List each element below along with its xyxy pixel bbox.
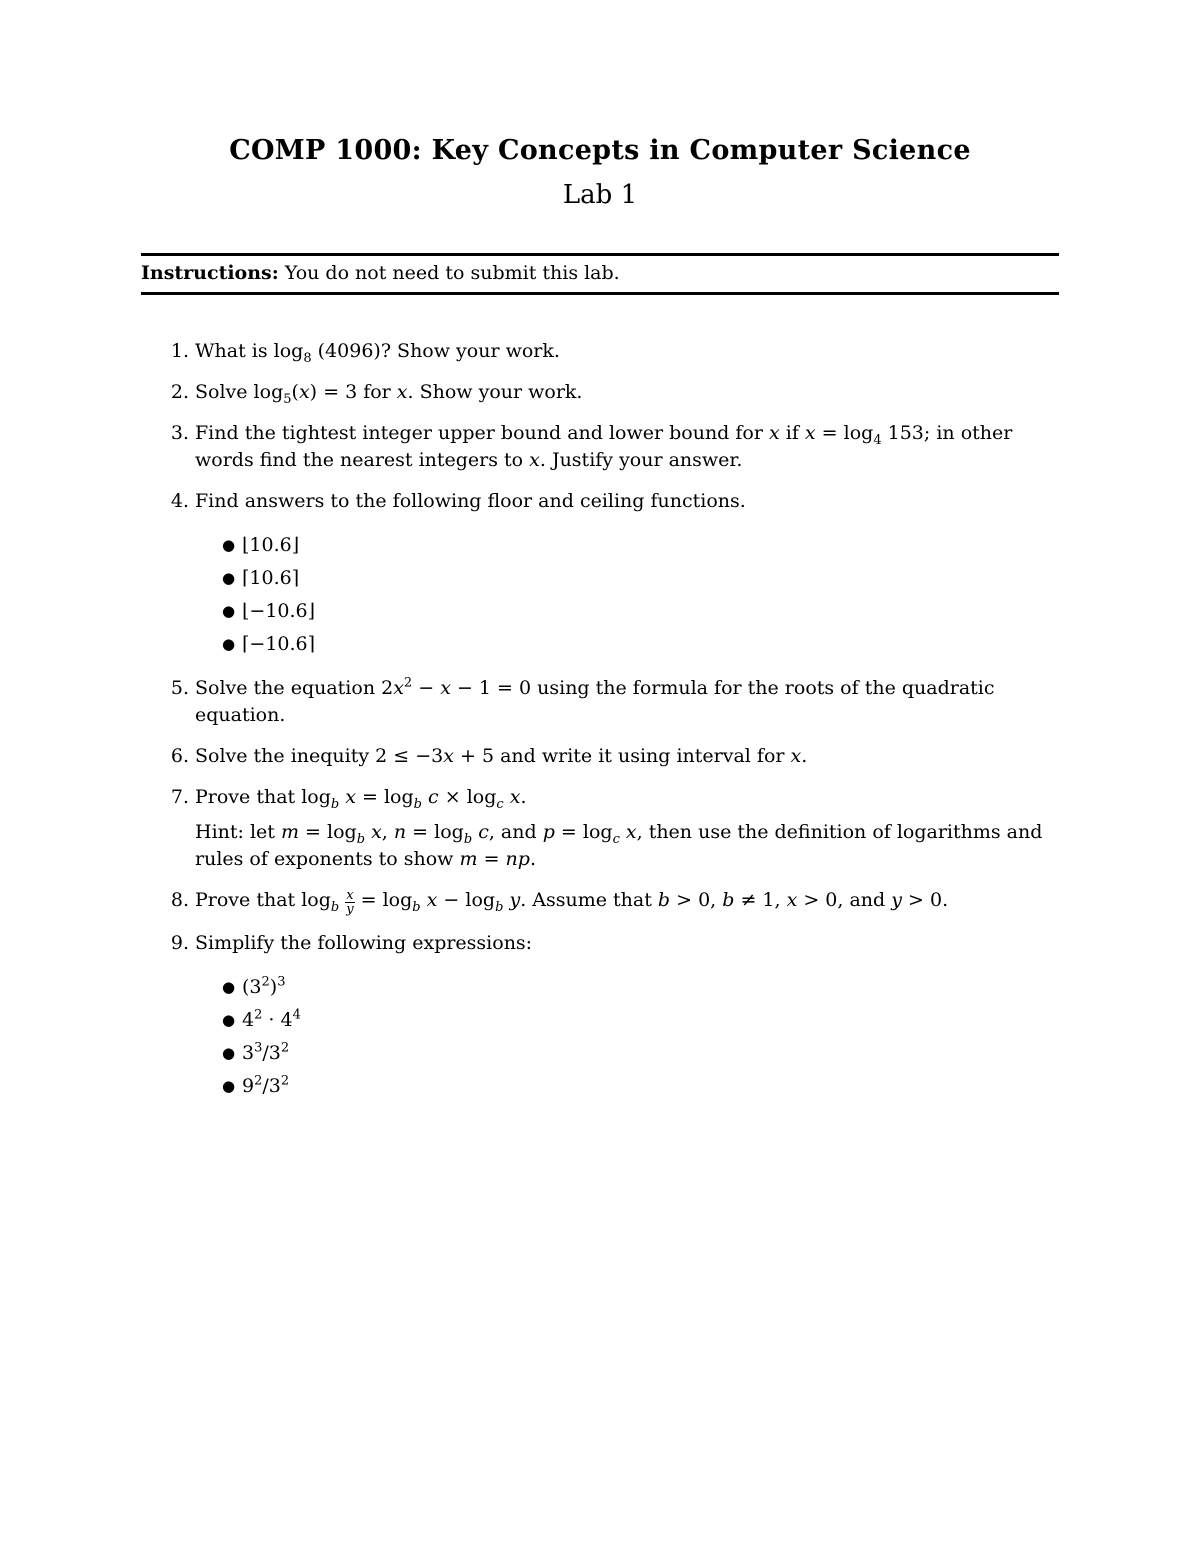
list-item: ● $4^2 \cdot 4^4$ — [222, 1007, 301, 1031]
question-4 — [141, 488, 1059, 661]
question-number: 4. — [170, 490, 189, 512]
question-text: Find answers to the following floor and ceiling functions. — [195, 490, 746, 512]
question-8 — [141, 887, 1059, 916]
question-text: Solve the inequity 2 ≤ −3x + 5 and write it using interval for x. — [195, 745, 808, 767]
question-7 — [141, 784, 1059, 873]
list-item: ● $(3^2)^3$ — [222, 974, 286, 998]
question-text: Find the tightest integer upper bound and lower bound for x if $x = \log_4 153$; in other words find the nearest integers to x. Justify your answer. — [195, 422, 1013, 471]
question-1 — [141, 338, 1059, 365]
list-item: ● ⌊−10.6⌋ — [222, 600, 316, 622]
list-item: ● ⌈10.6⌉ — [222, 567, 300, 589]
question-number: 2. — [170, 381, 189, 403]
question-number: 3. — [170, 422, 189, 444]
question-hint: Hint: let $m = \log_b x$, $n = \log_b c$, and $p = \log_c x$, then use the definition of logarithms and rules of exponents to show m = np. — [195, 821, 1043, 870]
bullet-list — [195, 529, 1059, 661]
instructions-text: You do not need to submit this lab. — [284, 262, 620, 284]
question-number: 5. — [170, 677, 189, 699]
question-number: 6. — [170, 745, 189, 767]
question-text: Prove that $\log_b$ $\frac{x}{y}$ = $\log_b x - \log_b y$. Assume that b > 0, b ≠ 1, x > 0, and y > 0. — [195, 888, 949, 917]
question-5 — [141, 675, 1059, 729]
question-6 — [141, 743, 1059, 770]
question-text: Solve $\log_5(x) = 3$ for x. Show your work. — [195, 381, 583, 407]
page-title: COMP 1000: Key Concepts in Computer Science — [229, 135, 971, 166]
instructions — [141, 262, 620, 284]
question-2 — [141, 379, 1059, 406]
bullet-list — [195, 971, 1059, 1103]
question-text: What is $\log_8 (4096)$? Show your work. — [195, 340, 560, 366]
instructions-label: Instructions: — [141, 262, 279, 284]
question-text: Prove that $\log_b x = \log_b c \times \log_c x$. — [195, 786, 527, 812]
question-number: 1. — [170, 340, 189, 362]
bottom-rule — [141, 292, 1059, 295]
top-rule — [141, 253, 1059, 256]
question-number: 8. — [170, 889, 189, 911]
question-9 — [141, 930, 1059, 1103]
page-subtitle: Lab 1 — [562, 180, 638, 210]
question-3 — [141, 420, 1059, 474]
question-number: 9. — [170, 932, 189, 954]
list-item: ● $9^2/3^2$ — [222, 1073, 290, 1097]
list-item: ● $3^3/3^2$ — [222, 1040, 290, 1064]
question-text: Solve the equation $2x^2 - x - 1 = 0$ using the formula for the roots of the quadratic equation. — [195, 675, 995, 726]
list-item: ● ⌊10.6⌋ — [222, 534, 300, 556]
list-item: ● ⌈−10.6⌉ — [222, 633, 316, 655]
question-list — [141, 338, 1059, 1117]
question-number: 7. — [170, 786, 189, 808]
question-text: Simplify the following expressions: — [195, 932, 533, 954]
